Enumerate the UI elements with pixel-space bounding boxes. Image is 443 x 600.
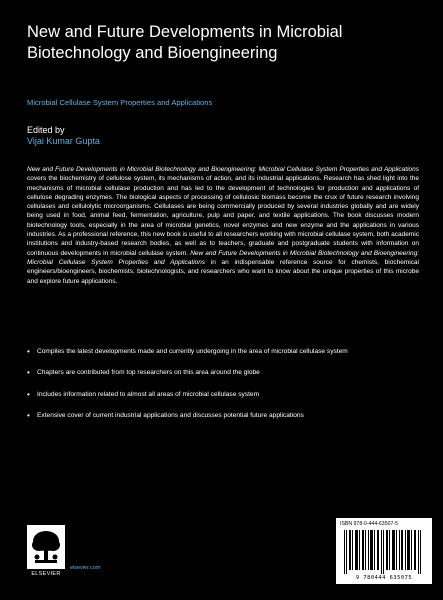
edited-by-label: Edited by [27, 125, 65, 135]
isbn-label: ISBN 978-0-444-63507-5 [340, 521, 398, 527]
description-book-title-2: New and Future Developments in Microbial Biotechnology and Bioengineering: Microbial Cellulase System Properties and Applications [27, 249, 419, 266]
tree-icon [27, 525, 65, 569]
feature-list [27, 347, 419, 432]
book-subtitle: Microbial Cellulase System Properties and Applications [27, 98, 213, 107]
feature-text: Includes information related to almost all areas of microbial cellulase system [37, 390, 260, 398]
feature-item [27, 368, 419, 377]
book-title: New and Future Developments in Microbial Biotechnology and Bioengineering [27, 23, 343, 62]
editor-name: Vijai Kumar Gupta [27, 136, 100, 146]
feature-item [27, 411, 419, 420]
bullet-icon: • [27, 410, 30, 420]
barcode-icon [344, 530, 424, 574]
feature-text: Extensive cover of current industrial applications and discusses potential future applications [37, 411, 304, 419]
barcode-number: 9 780444 635075 [355, 575, 413, 581]
description-paragraph [27, 165, 419, 286]
description-book-title-1: New and Future Developments in Microbial Biotechnology and Bioengineering: Microbial Cellulase System Properties and Applications [27, 166, 419, 173]
description-text-2: in an indispensable reference source for chemists, biochemical engineers/bioengineers, biochemists, biotechnologists, and researchers who want to know about the unique properties of this microbe and explore future applications. [27, 258, 419, 285]
feature-text: Chapters are contributed from top researchers on this area around the globe [37, 369, 260, 377]
isbn-barcode [336, 518, 432, 584]
feature-text: Compiles the latest developments made and currently undergoing in the area of microbial cellulase system [37, 348, 348, 355]
bullet-icon: • [27, 368, 30, 378]
publisher-website: elsevier.com [70, 565, 101, 571]
feature-item [27, 390, 419, 399]
bullet-icon: • [27, 389, 30, 399]
bullet-icon: • [27, 347, 30, 356]
description-text-1: covers the biochemistry of cellulose system, its mechanisms of action, and its industrial applications. Research has shed light into the mechanisms of microbial cellulase production and has led to the development of technologies for production and applications of cellulose degrading enzymes. The biological aspects of processing of cellulosic biomass become the crux of future research involving cellulases and cellulolytic microorganisms. Cellulases are being commercially produced by several industries globally and are widely being used in food, animal feed, fermentation, agriculture, pulp and paper, and textile applications. The book discusses modern biotechnology tools, especially in the area of microbial genetics, novel enzymes and new enzyme and the applications in various industries. As a professional reference, this new book is useful to all researchers working with microbial cellulase system, both academic institutions and industry-based research bodies, as well as to teachers, graduate and postgraduate students with information on continuous developments in microbial cellulase system. [27, 175, 419, 257]
publisher-logo [27, 525, 65, 580]
editor-block [27, 125, 327, 147]
publisher-name: ELSEVIER [31, 571, 61, 577]
feature-item [27, 347, 419, 356]
